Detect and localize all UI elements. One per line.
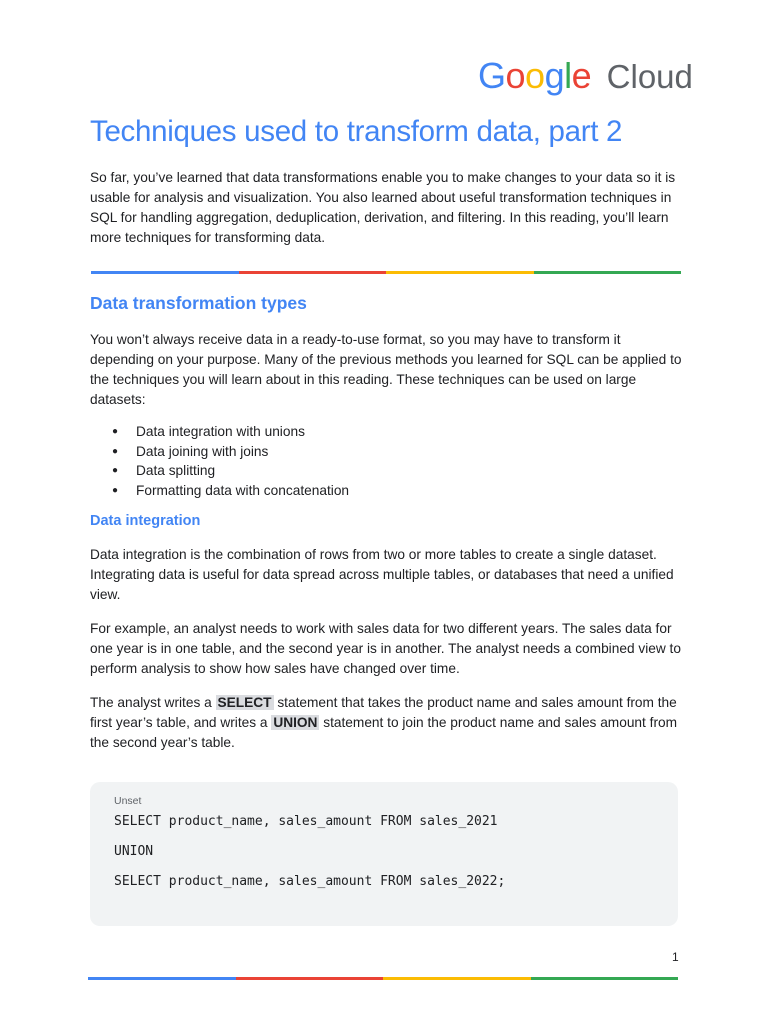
- technique-list: [90, 422, 682, 501]
- text-run: statement to join the product name and sales amount from the second year’s table.: [90, 715, 678, 750]
- page-number: 1: [672, 950, 679, 964]
- intro-paragraph: So far, you’ve learned that data transformations enable you to make changes to your data so it is usable for analysis and visualization. You also learned about useful transformation techniques in SQL for handling aggregation, deduplication, derivation, and filtering. In this reading, you’ll learn more techniques for transforming data.: [90, 170, 676, 245]
- google-cloud-logo: [478, 54, 693, 98]
- logo-letter: G: [478, 55, 506, 96]
- color-divider-top: [91, 271, 681, 274]
- section-heading-transformation-types: Data transformation types: [90, 293, 307, 313]
- divider-segment-green: [534, 271, 682, 274]
- divider-segment-red: [239, 271, 387, 274]
- logo-letter: g: [544, 55, 565, 96]
- color-divider-bottom: [88, 977, 678, 980]
- divider-segment-green: [531, 977, 679, 980]
- list-item: ● Formatting data with concatenation: [90, 481, 682, 501]
- divider-segment-blue: [88, 977, 236, 980]
- section-paragraph: For example, an analyst needs to work with sales data for two different years. The sales data for one year is in one table, and the second year is in another. The analyst needs a combined view to perform analysis to show how sales have changed over time.: [90, 621, 681, 676]
- section-paragraph: Data integration is the combination of rows from two or more tables to create a single dataset. Integrating data is useful for data spread across multiple tables, or databases that need a unified view.: [90, 547, 674, 602]
- divider-segment-blue: [91, 271, 239, 274]
- code-block[interactable]: [90, 782, 678, 926]
- text-run: The analyst writes a: [90, 695, 216, 710]
- section-paragraph: You won’t always receive data in a ready-to-use format, so you may have to transform it depending on your purpose. Many of the previous methods you learned for SQL can be applied to the techniques you will learn about in this reading. These techniques can be used on large datasets:: [90, 332, 682, 407]
- text-run: statement that takes the product name and sales amount from the first year’s table, and writes a: [90, 695, 677, 730]
- list-item: ● Data splitting: [90, 461, 682, 481]
- code-line: SELECT product_name, sales_amount FROM sales_2021: [114, 814, 498, 829]
- section-data-integration-body: [90, 545, 682, 767]
- list-item: ● Data integration with unions: [90, 422, 682, 442]
- logo-letter: o: [525, 55, 545, 96]
- page-title: Techniques used to transform data, part 2: [90, 115, 623, 148]
- code-language-label: Unset: [114, 795, 142, 807]
- divider-segment-red: [236, 977, 384, 980]
- keyword-select: SELECT: [217, 695, 272, 710]
- divider-segment-yellow: [386, 271, 534, 274]
- document-header: [90, 112, 680, 262]
- section-paragraph: [90, 693, 682, 753]
- list-item: ● Data joining with joins: [90, 442, 682, 462]
- section-heading-data-integration: Data integration: [90, 513, 201, 529]
- logo-product-name: Cloud: [606, 58, 693, 95]
- logo-letter: o: [505, 55, 526, 96]
- divider-segment-yellow: [383, 977, 531, 980]
- keyword-union: UNION: [273, 715, 318, 730]
- section-transformation-types-body: [90, 330, 682, 501]
- google-wordmark: [478, 55, 601, 96]
- logo-letter: l: [564, 55, 572, 96]
- code-line: SELECT product_name, sales_amount FROM sales_2022;: [114, 874, 506, 889]
- code-line: UNION: [114, 844, 154, 859]
- logo-letter: e: [571, 55, 592, 96]
